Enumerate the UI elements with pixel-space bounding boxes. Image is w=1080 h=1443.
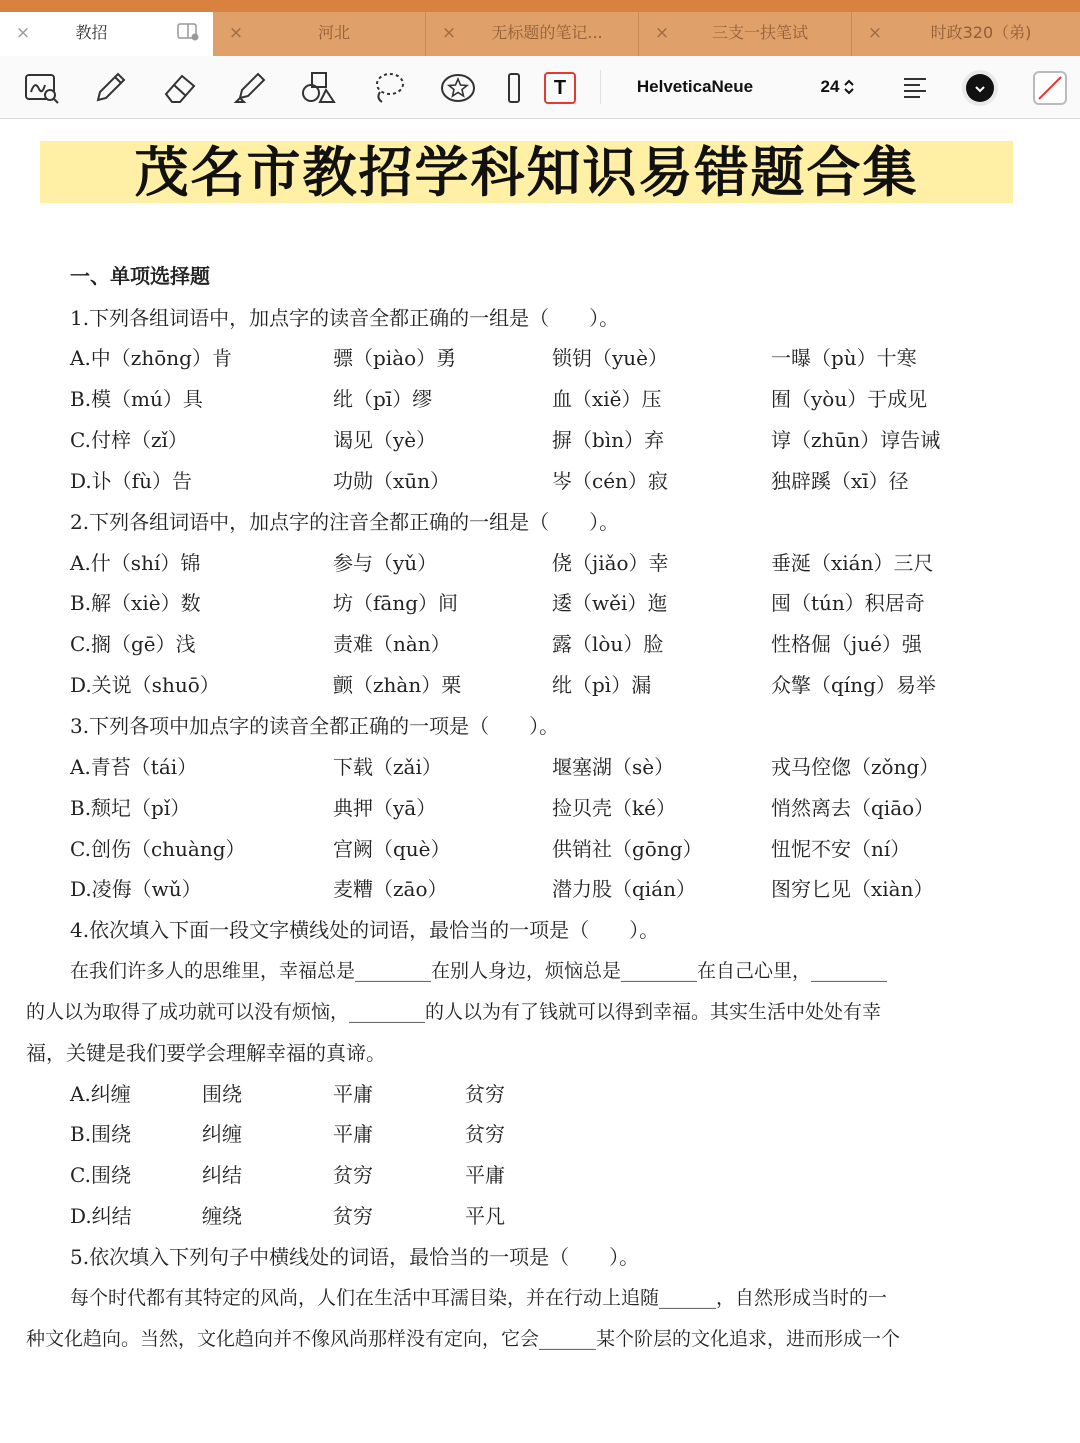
option-cell: 堰塞湖（sè） (552, 755, 675, 779)
highlighter-icon[interactable] (228, 66, 272, 110)
option-cell: D.关说（shuō） (70, 673, 220, 697)
close-icon[interactable]: × (867, 23, 883, 43)
option-cell: B.颓圮（pǐ） (70, 796, 191, 820)
option-cell: 贫穷 (465, 1122, 505, 1146)
option-cell: 逶（wěi）迤 (552, 591, 668, 615)
option-cell: B.围绕 (70, 1122, 132, 1146)
no-fill-icon[interactable] (1028, 66, 1072, 110)
option-cell: C.围绕 (70, 1163, 131, 1187)
option-cell: C.搁（gē）浅 (70, 632, 196, 656)
document-page (0, 119, 1080, 1443)
font-family-selector[interactable]: HelveticaNeue (636, 77, 754, 96)
option-cell: 独辟蹊（xī）径 (771, 469, 909, 493)
font-size-stepper[interactable] (806, 70, 870, 104)
tab-label: 教招 (75, 23, 108, 42)
option-cell: 供销社（gōng） (552, 837, 703, 861)
option-cell: 潜力股（qián） (552, 877, 697, 901)
question-stem: 4.依次填入下面一段文字横线处的词语，最恰当的一项是（ ）。 (70, 918, 660, 942)
option-cell: 颤（zhàn）栗 (333, 673, 462, 697)
option-cell: 岑（cén）寂 (552, 469, 668, 493)
option-cell: 缠绕 (202, 1204, 242, 1228)
passage-line: 每个时代都有其特定的风尚，人们在生活中耳濡目染，并在行动上追随______，自然形成当时的一 (70, 1287, 888, 1309)
close-icon[interactable]: × (654, 23, 670, 43)
tab-hebei[interactable] (213, 12, 426, 56)
option-cell: D.凌侮（wǔ） (70, 877, 202, 901)
section-heading: 一、单项选择题 (70, 264, 210, 288)
option-cell: 平庸 (333, 1122, 373, 1146)
option-cell: 囤（tún）积居奇 (771, 591, 925, 615)
tab-untitled-notes[interactable] (426, 12, 639, 56)
option-cell: 骠（piào）勇 (333, 346, 457, 370)
tab-current-affairs[interactable] (852, 12, 1080, 56)
question-stem: 3.下列各项中加点字的读音全都正确的一项是（ ）。 (70, 714, 560, 738)
passage-line: 的人以为取得了成功就可以没有烦恼，________的人以为有了钱就可以得到幸福。其实生活中处处有幸 (26, 1001, 882, 1023)
font-size-value: 24 (820, 77, 840, 96)
option-cell: 平庸 (465, 1163, 505, 1187)
option-cell: 谆（zhūn）谆告诫 (771, 428, 941, 452)
option-cell: 囿（yòu）于成见 (771, 387, 928, 411)
split-view-icon[interactable] (177, 23, 199, 41)
option-cell: 众擎（qíng）易举 (771, 673, 936, 697)
option-cell: 谒见（yè） (333, 428, 437, 452)
passage-line: 在我们许多人的思维里，幸福总是________在别人身边，烦恼总是________在自己心里，________ (70, 960, 888, 982)
option-cell: 悄然离去（qiāo） (771, 796, 935, 820)
option-cell: 露（lòu）脸 (552, 632, 664, 656)
annotation-toolbar (0, 56, 1080, 119)
question-stem: 1.下列各组词语中，加点字的读音全都正确的一组是（ ）。 (70, 306, 620, 330)
option-cell: 坊（fāng）间 (333, 591, 459, 615)
option-cell: 性格倔（jué）强 (771, 632, 922, 656)
option-cell: 锁钥（yuè） (552, 346, 669, 370)
close-icon[interactable]: × (441, 23, 457, 43)
phone-tool-icon[interactable] (506, 66, 520, 110)
option-cell: 平凡 (465, 1204, 505, 1228)
tab-sanzhiyifu[interactable] (639, 12, 852, 56)
tab-label: 时政320（弟) (930, 23, 1032, 42)
option-cell: 一曝（pù）十寒 (771, 346, 917, 370)
option-cell: 摒（bìn）弃 (552, 428, 665, 452)
option-cell: 功勋（xūn） (333, 469, 451, 493)
option-cell: 纰（pī）缪 (333, 387, 433, 411)
color-picker-icon[interactable] (958, 66, 1002, 110)
option-cell: D.纠结 (70, 1204, 132, 1228)
option-cell: 忸怩不安（ní） (771, 837, 911, 861)
option-cell: 宫阙（què） (333, 837, 451, 861)
tab-label: 河北 (317, 23, 350, 42)
option-cell: B.解（xiè）数 (70, 591, 201, 615)
window-top-strip (0, 0, 1080, 12)
option-cell: 纠结 (202, 1163, 242, 1187)
question-stem: 2.下列各组词语中，加点字的注音全都正确的一组是（ ）。 (70, 510, 620, 534)
eraser-icon[interactable] (158, 66, 202, 110)
passage-line: 种文化趋向。当然，文化趋向并不像风尚那样没有定向，它会______某个阶层的文化追求，进而形成一个 (26, 1328, 901, 1350)
tab-bar (0, 12, 1080, 56)
tab-label: 三支一扶笔试 (711, 23, 808, 42)
option-cell: 围绕 (202, 1082, 242, 1106)
option-cell: 责难（nàn） (333, 632, 451, 656)
tab-label: 无标题的笔记... (491, 23, 603, 42)
close-icon[interactable]: × (228, 23, 244, 43)
option-cell: D.讣（fù）告 (70, 469, 192, 493)
option-cell: 典押（yā） (333, 796, 437, 820)
pen-icon[interactable] (88, 66, 132, 110)
text-tool-icon[interactable] (538, 66, 582, 110)
option-cell: 麦糟（zāo） (333, 877, 448, 901)
option-cell: 参与（yǔ） (333, 551, 438, 575)
handwriting-search-icon[interactable] (20, 66, 64, 110)
option-cell: C.创伤（chuàng） (70, 837, 246, 861)
shapes-icon[interactable] (296, 66, 340, 110)
option-cell: A.中（zhōng）肯 (70, 346, 232, 370)
question-stem: 5.依次填入下列句子中横线处的词语，最恰当的一项是（ ）。 (70, 1245, 640, 1269)
option-cell: 垂涎（xián）三尺 (771, 551, 934, 575)
lasso-icon[interactable] (366, 66, 410, 110)
option-cell: 平庸 (333, 1082, 373, 1106)
option-cell: A.纠缠 (70, 1082, 131, 1106)
align-icon[interactable] (893, 66, 937, 110)
option-cell: 下载（zǎi） (333, 755, 442, 779)
chevron-updown-icon (843, 78, 855, 96)
document-title: 茂名市教招学科知识易错题合集 (134, 140, 919, 204)
option-cell: C.付梓（zǐ） (70, 428, 188, 452)
toolbar-divider (600, 70, 601, 104)
option-cell: 图穷匕见（xiàn） (771, 877, 934, 901)
option-cell: 侥（jiǎo）幸 (552, 551, 669, 575)
option-cell: A.青苔（tái） (70, 755, 198, 779)
close-icon[interactable]: × (15, 23, 31, 43)
option-cell: B.模（mú）具 (70, 387, 203, 411)
option-cell: 纠缠 (202, 1122, 242, 1146)
option-cell: 贫穷 (333, 1204, 373, 1228)
sticker-icon[interactable] (436, 66, 480, 110)
option-cell: A.什（shí）锦 (70, 551, 201, 575)
option-cell: 贫穷 (465, 1082, 505, 1106)
option-cell: 戎马倥偬（zǒng） (771, 755, 940, 779)
option-cell: 贫穷 (333, 1163, 373, 1187)
option-cell: 纰（pì）漏 (552, 673, 652, 697)
text-tool-glyph: T (544, 72, 576, 104)
tab-jiaozhao[interactable] (0, 12, 213, 56)
option-cell: 血（xiě）压 (552, 387, 662, 411)
passage-line: 福，关键是我们要学会理解幸福的真谛。 (26, 1041, 386, 1065)
option-cell: 捡贝壳（ké） (552, 796, 676, 820)
